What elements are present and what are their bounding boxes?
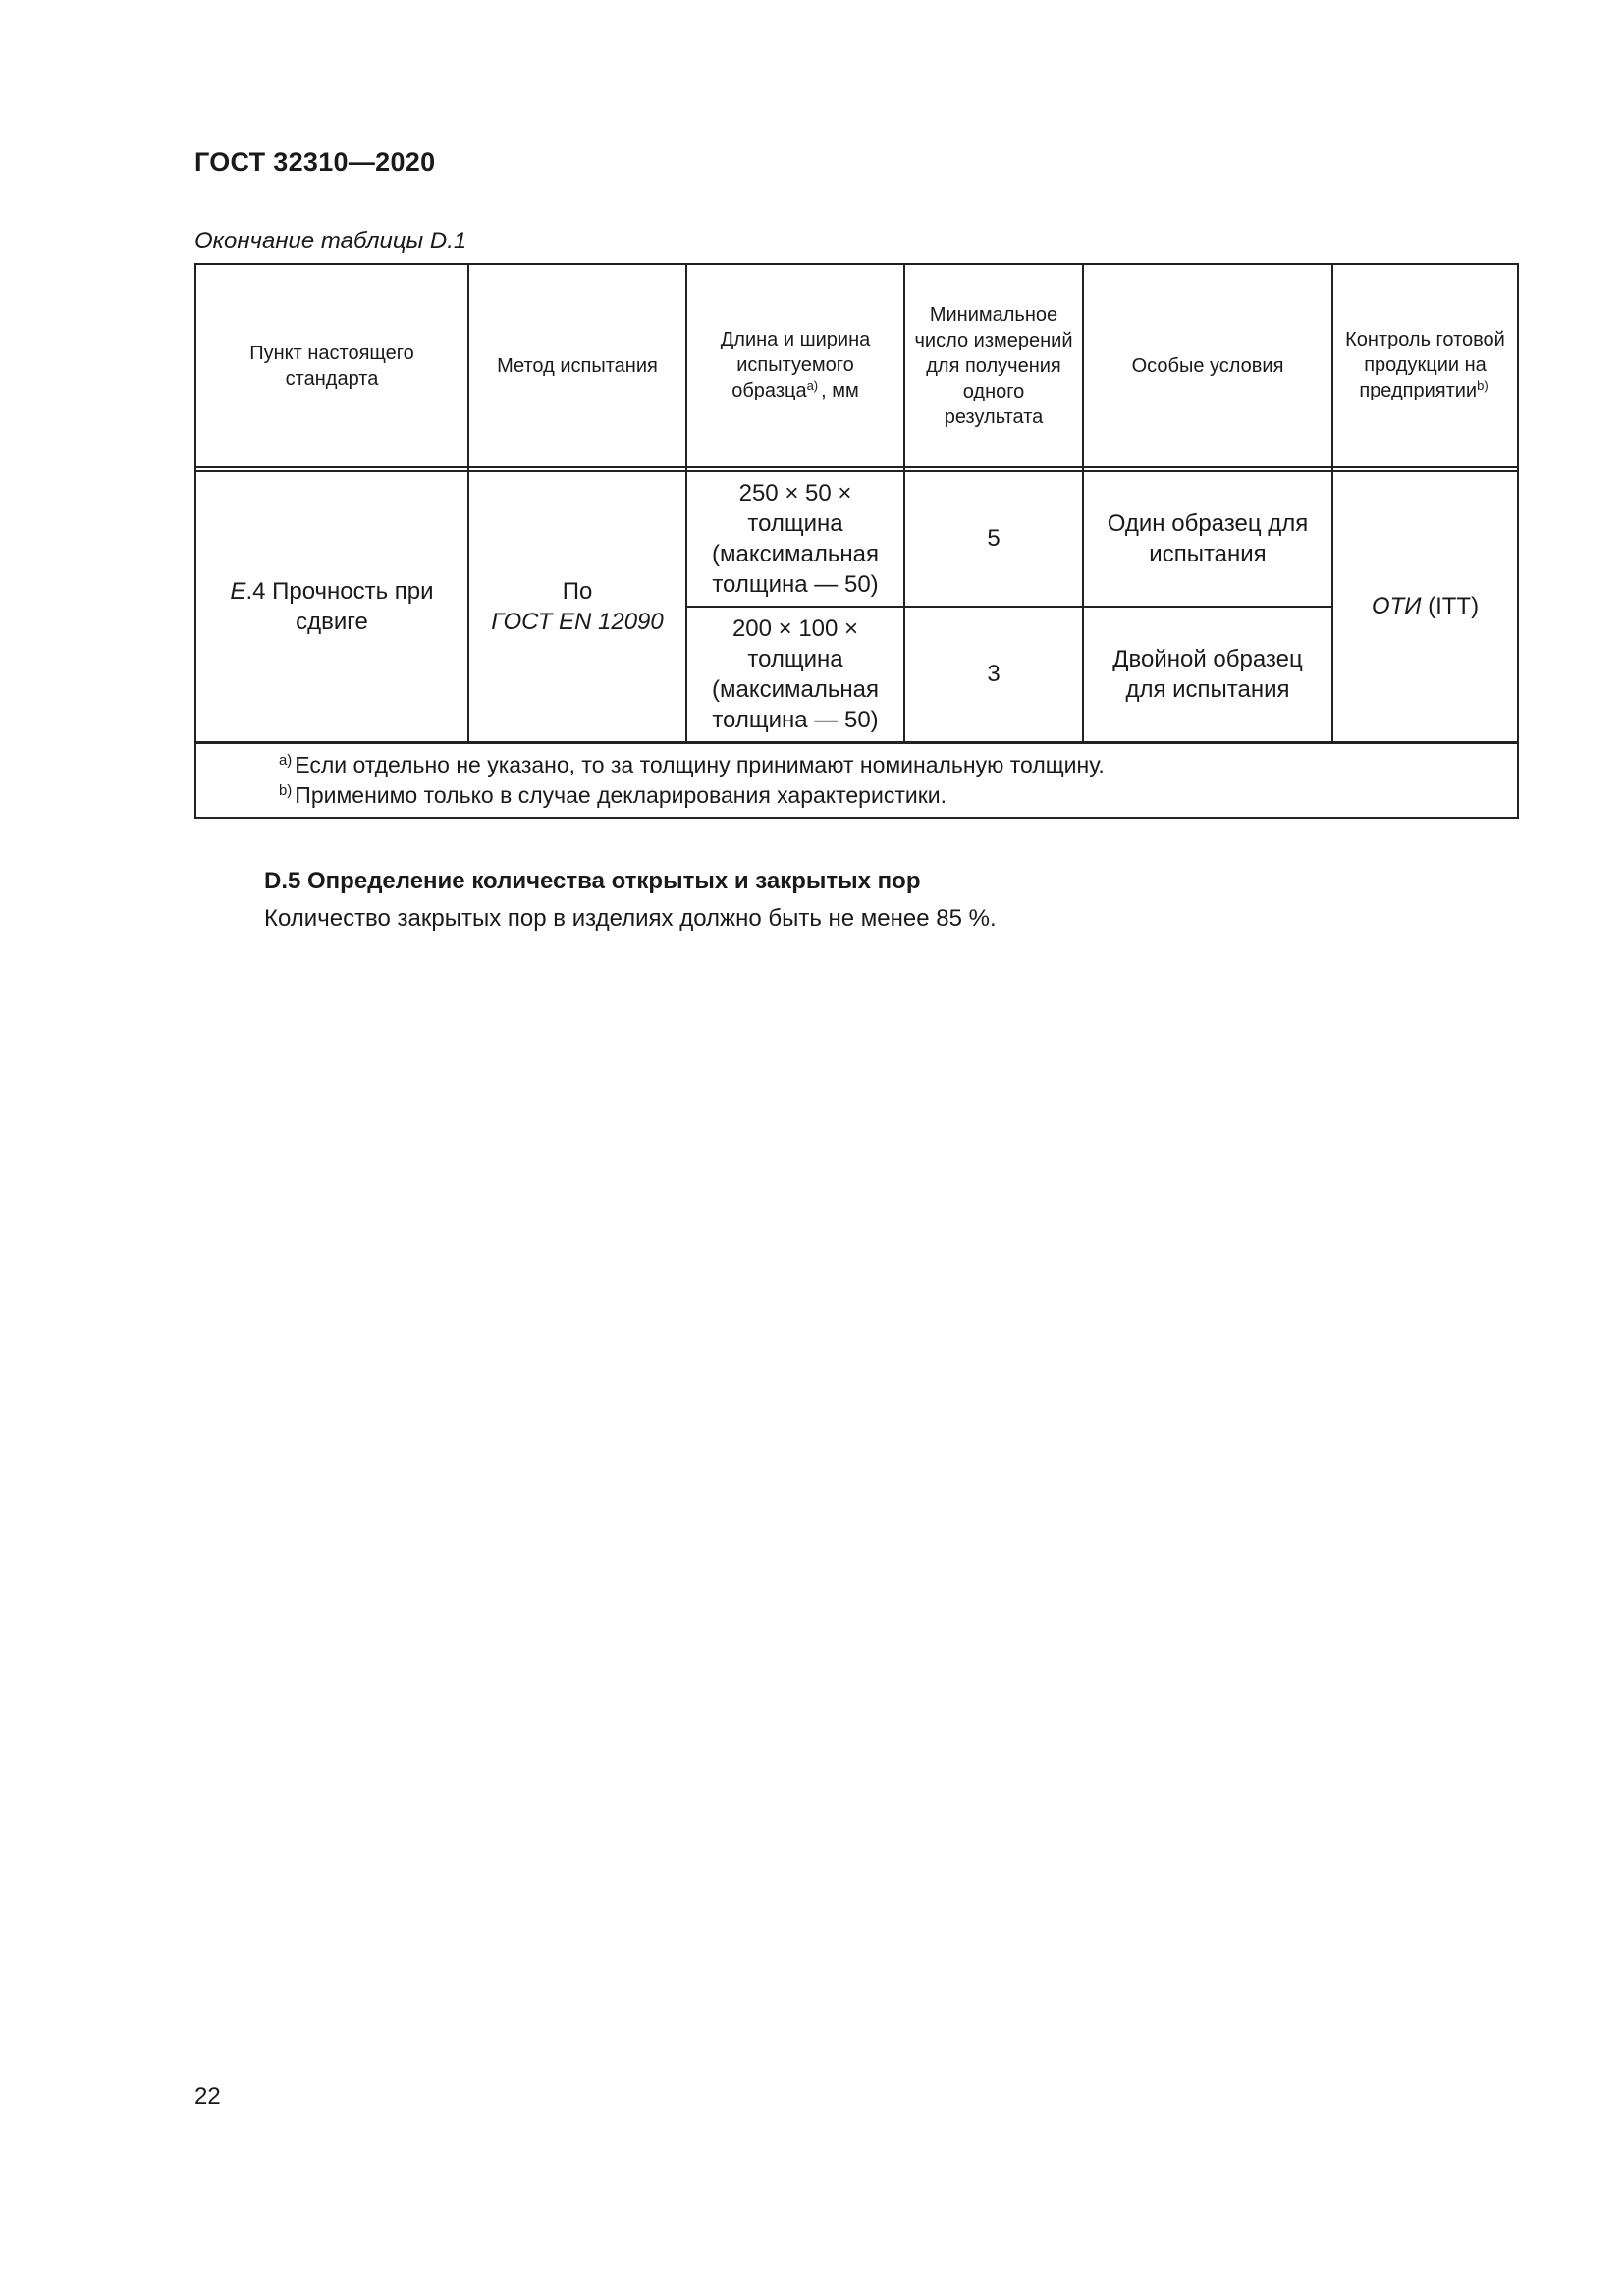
method-standard: ГОСТ EN 12090 [491,609,664,635]
footnote-b-text: Применимо только в случае декларирования характеристики. [295,782,947,809]
header-conditions: Особые условия [1083,264,1332,467]
footnote-a [279,750,1517,780]
header-sample-size-unit: , мм [821,380,859,402]
footnote-b-mark: b) [279,781,293,799]
cell-sample-size: 250 × 50 × толщина (максимальная толщина — 50) [686,471,904,607]
table-footnotes [195,743,1518,819]
cell-clause [195,471,468,743]
header-sample-size-text: Длина и ширина испытуемого образца [720,329,871,402]
table-footnotes-row [195,743,1518,819]
section-heading: D.5 Определение количества открытых и закрытых пор [264,868,921,894]
cell-condition: Двойной образец для испытания [1083,607,1332,743]
clause-annex-letter: Е [230,577,246,605]
table-row [195,471,1518,607]
cell-method [468,471,686,743]
header-clause: Пункт настоящего стандарта [195,264,468,467]
header-method: Метод испытания [468,264,686,467]
header-production-control-text: Контроль готовой продукции на предприятии [1345,329,1505,402]
footnote-a-mark: а) [279,751,293,769]
clause-text: .4 Прочность при сдвиге [245,577,434,635]
table-header-row [195,264,1518,467]
footnote-b [279,780,1517,811]
cell-condition: Один образец для испытания [1083,471,1332,607]
page-number: 22 [194,2083,221,2109]
header-min-count: Минимальное число измерений для получения одного результата [904,264,1083,467]
control-abbr: ОТИ [1371,593,1422,620]
cell-production-control [1332,471,1518,743]
method-prefix: По [562,577,593,605]
footnote-mark-b: b) [1477,378,1489,394]
table-caption: Окончание таблицы D.1 [194,228,467,254]
document-code: ГОСТ 32310—2020 [194,147,436,177]
requirements-table [194,263,1519,819]
footnote-a-text: Если отдельно не указано, то за толщину принимают номинальную толщину. [295,752,1105,777]
cell-sample-size: 200 × 100 × толщина (максимальная толщина — 50) [686,607,904,743]
header-sample-size [686,264,904,467]
control-code: (ITT) [1421,593,1480,620]
section-paragraph: Количество закрытых пор в изделиях должно быть не менее 85 %. [264,905,997,932]
cell-min-count: 5 [904,471,1083,607]
cell-min-count: 3 [904,607,1083,743]
footnote-mark-a: а) [806,378,819,394]
header-production-control [1332,264,1518,467]
